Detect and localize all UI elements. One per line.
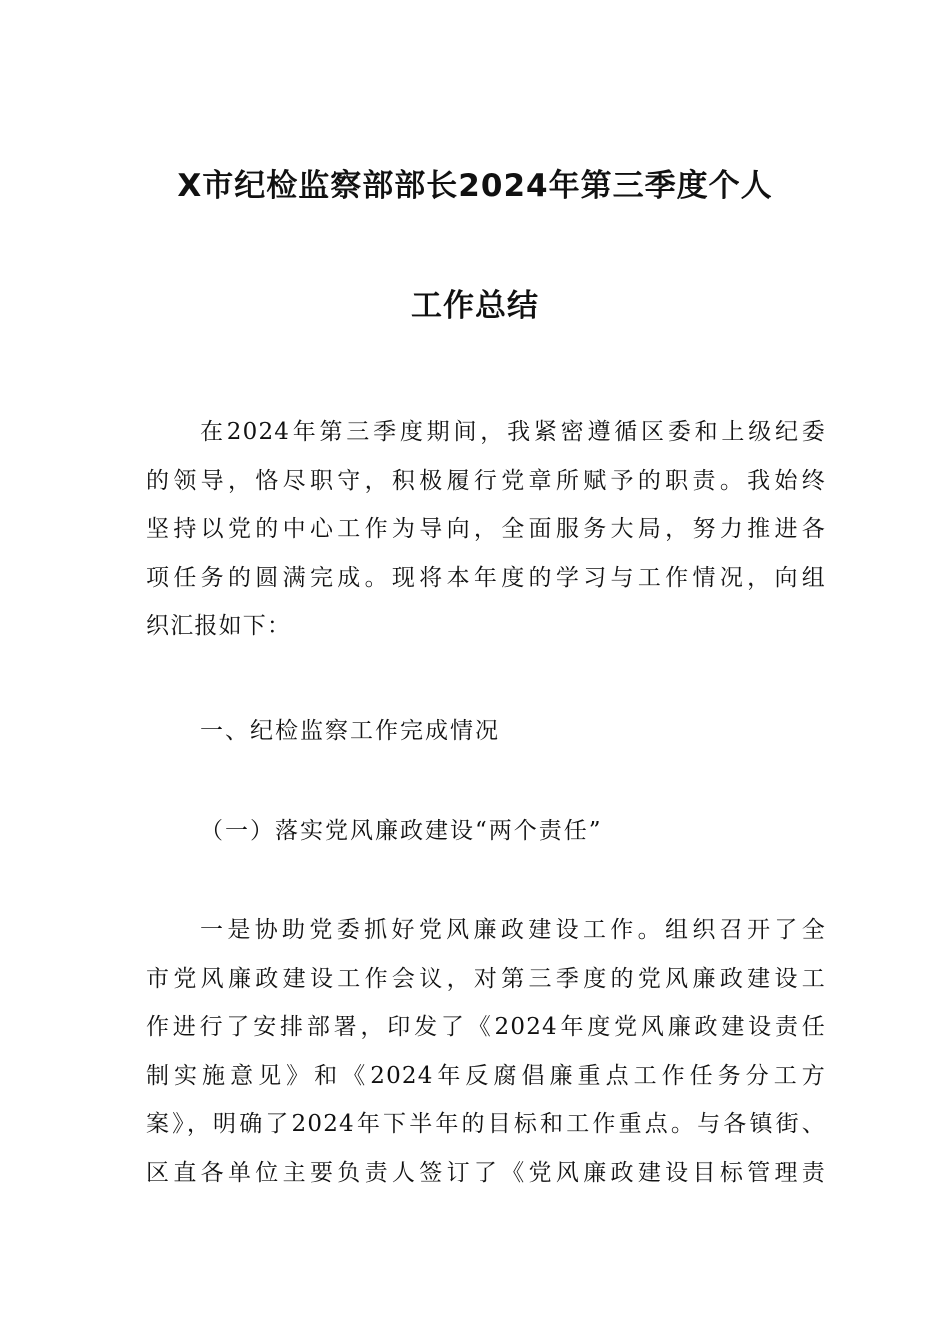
body-line: 区直各单位主要负责人签订了《党风廉政建设目标管理责 — [146, 1159, 826, 1186]
body-paragraph — [146, 906, 826, 1197]
document-title-line-1: X市纪检监察部部长2024年第三季度个人 — [177, 168, 773, 204]
body-line: 一是协助党委抓好党风廉政建设工作。组织召开了全 — [200, 917, 826, 943]
section-heading: 一、纪检监察工作完成情况 — [200, 718, 500, 744]
intro-line: 项任务的圆满完成。现将本年度的学习与工作情况，向组 — [146, 564, 826, 591]
body-line: 案》，明确了2024年下半年的目标和工作重点。与各镇街、 — [146, 1111, 826, 1137]
body-line: 作进行了安排部署，印发了《2024年度党风廉政建设责任 — [146, 1014, 826, 1040]
intro-line: 的领导，恪尽职守，积极履行党章所赋予的职责。我始终 — [146, 467, 826, 494]
intro-line: 织汇报如下： — [146, 613, 292, 639]
subsection-heading: （一）落实党风廉政建设“两个责任” — [200, 818, 603, 844]
body-line: 市党风廉政建设工作会议，对第三季度的党风廉政建设工 — [146, 965, 826, 992]
body-line: 制实施意见》和《2024年反腐倡廉重点工作任务分工方 — [146, 1062, 826, 1089]
intro-paragraph — [146, 408, 826, 651]
intro-line: 在2024年第三季度期间，我紧密遵循区委和上级纪委 — [200, 419, 826, 445]
intro-line: 坚持以党的中心工作为导向，全面服务大局，努力推进各 — [146, 516, 826, 542]
document-title-line-2: 工作总结 — [411, 288, 539, 324]
